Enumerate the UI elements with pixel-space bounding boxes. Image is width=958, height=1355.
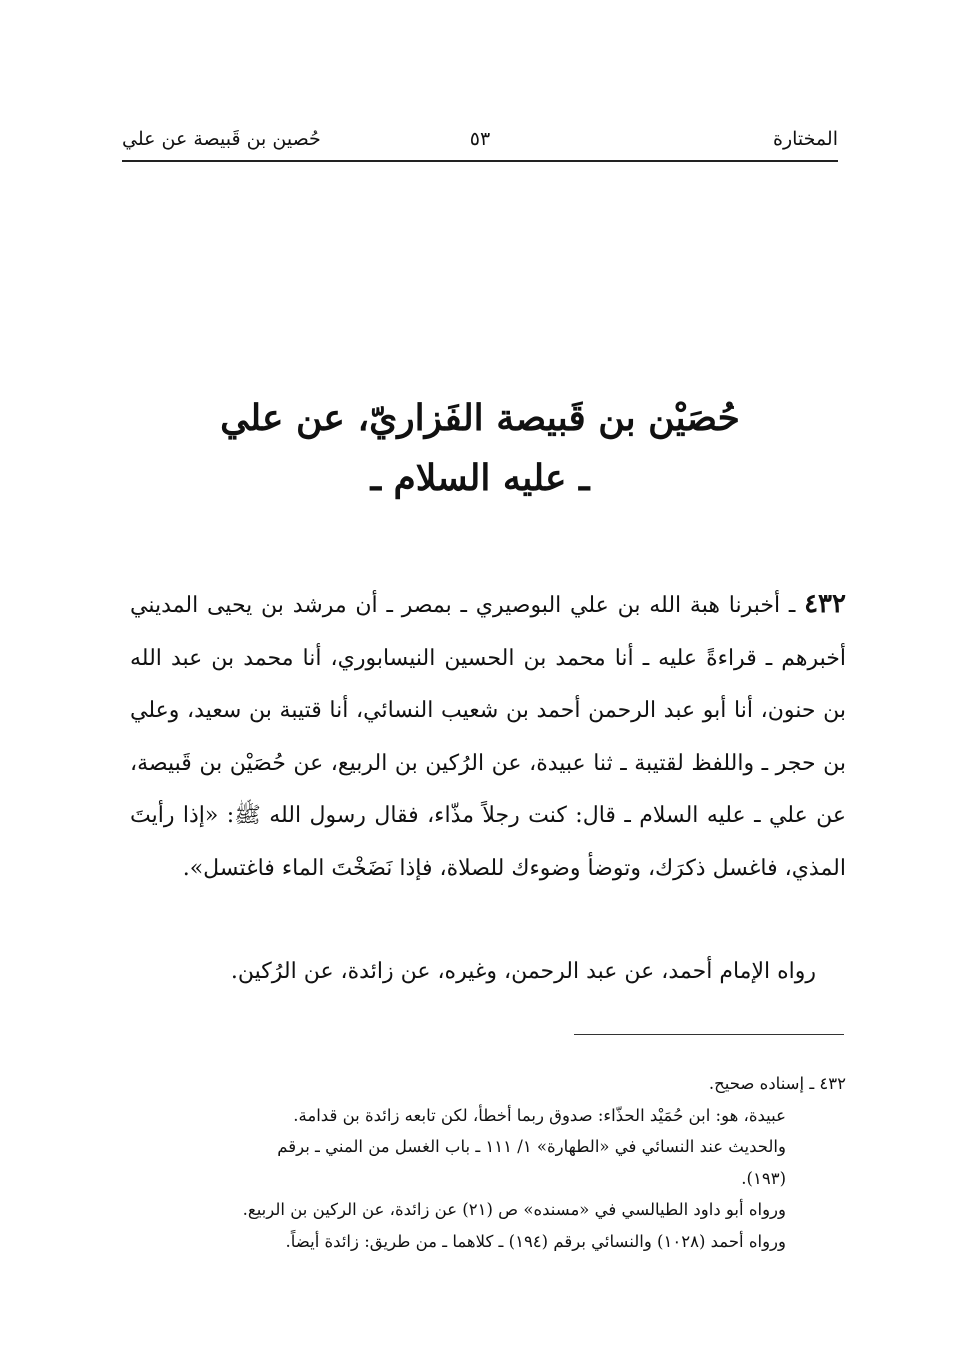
section-title — [150, 388, 810, 508]
chapter-title: حُصين بن قَبيصة عن علي — [122, 128, 321, 150]
hadith-paragraph — [130, 578, 846, 895]
footnote-line: والحديث عند النسائي في «الطهارة» ١/ ١١١ ـ باب الغسل من المني ـ برقم — [277, 1137, 786, 1156]
footnote-line: ٤٣٢ ـ إسناده صحيح. — [708, 1074, 846, 1093]
footnote-line: ورواه أحمد (١٠٢٨) والنسائي برقم (١٩٤) ـ كلاهما ـ من طريق: زائدة أيضاً. — [285, 1231, 786, 1251]
header-divider — [122, 160, 838, 162]
running-header — [122, 126, 838, 160]
footnote-line: ورواه أبو داود الطيالسي في «مسنده» ص (٢١) عن زائدة، عن الركين بن الربيع. — [242, 1200, 786, 1219]
footnote-line: (١٩٣). — [741, 1168, 786, 1188]
footnote-divider — [574, 1034, 844, 1035]
narration-paragraph: رواه الإمام أحمد، عن عبد الرحمن، وغيره، عن زائدة، عن الرُكين. — [230, 959, 816, 984]
section-title-line-2: ـ عليه السلام ـ — [370, 457, 590, 499]
section-title-line-1: حُصَيْن بن قَبيصة الفَزاريّ، عن علي — [220, 397, 740, 439]
page-number: ٥٣ — [469, 128, 491, 150]
footnote-line: عبيدة، هو: ابن حُمَيْد الحذّاء: صدوق ربما أخطأ، لكن تابعه زائدة بن قدامة. — [293, 1105, 786, 1125]
hadith-text: ـ أخبرنا هبة الله بن علي البوصيري ـ بمصر ـ أن مرشد بن يحيى المديني أخبرهم ـ قراءةً عليه ـ أنا محمد بن الحسين النيسابوري، أنا محمد بن عبد الله بن حنون، أنا أبو عبد الرحمن أحمد بن شعيب النسائي، أنا قتيبة بن سعيد، وعلي بن حجر ـ واللفظ لقتيبة ـ ثنا عبيدة، عن الرُكين بن الربيع، عن حُصَيْن بن قَبيصة، عن علي ـ عليه السلام ـ قال: كنت رجلاً مذّاء، فقال رسول الله ﷺ: «إذا رأيتَ المذي، فاغسل ذكرَك، وتوضأ وضوءك للصلاة، فإذا نَضَخْتَ الماء فاغتسل». — [130, 593, 846, 881]
book-title: المختارة — [773, 128, 838, 150]
footnotes — [130, 1068, 846, 1257]
hadith-number: ٤٣٢ — [804, 589, 846, 619]
